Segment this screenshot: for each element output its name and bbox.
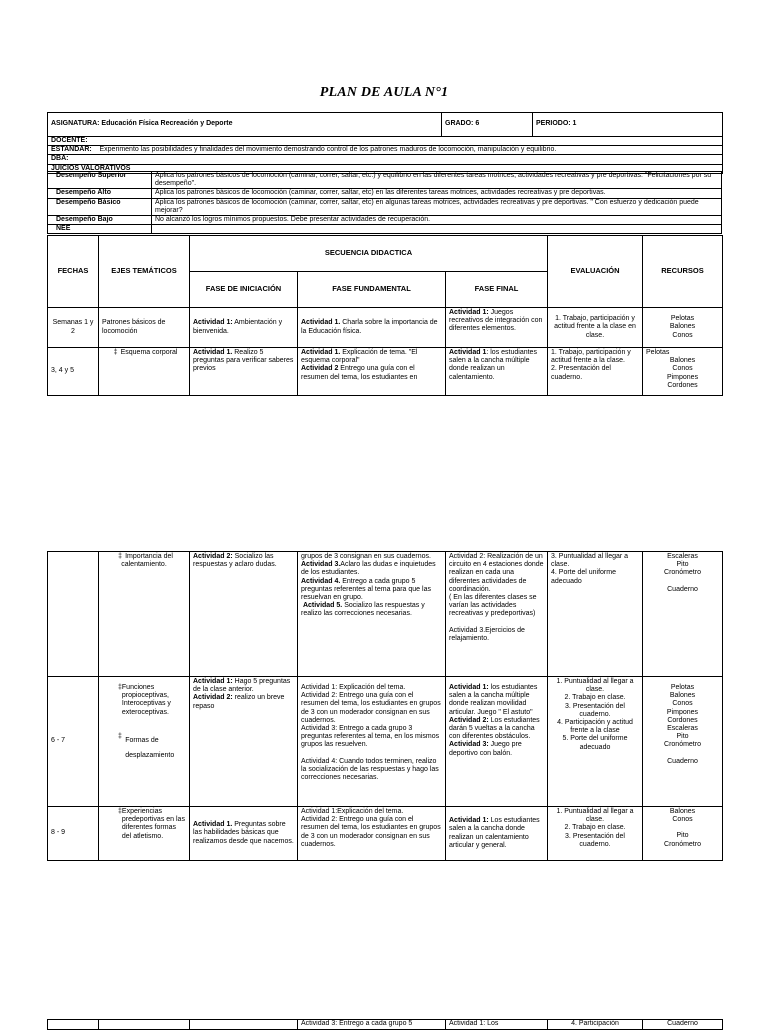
activity-text: Actividad 3: Entrego a cada grupo 3 preguntas referentes al tema, en los mismos grupos las resuelven. [301, 725, 440, 749]
table-row [48, 677, 723, 807]
recurso-item: Conos [672, 365, 693, 373]
bullet-icon: ‡ [118, 684, 122, 691]
activity-text: Actividad 4: Cuando todos terminen, realizo la socialización de las respuestas y hago las correcciones necesarias. [301, 757, 439, 782]
activity-text: Actividad 2: Entrego una guía con el resumen del tema, los estudiantes en grupos de 3 con un moderador consignan en sus cuadernos. [301, 692, 441, 724]
activity-text: Actividad 2: Realización de un circuito en 4 estaciones donde realizan en cada una diferentes actividades de coordinación. [449, 553, 544, 593]
desempeno-text: Aplica los patrones básicos de locomoción (caminar, correr, saltar, etc) en algunas tareas motrices, actividades recreativas y pre deportivas. " Con esfuerzo y dedicación puede mejorar? [152, 198, 722, 215]
activity-label: Actividad 4. [301, 577, 341, 585]
plan-table-cutoff [47, 1019, 723, 1030]
inicio-cell [190, 1020, 298, 1030]
desempeno-label: Desempeño Alto [48, 189, 152, 198]
fecha-cell: 8 - 9 [48, 807, 99, 861]
table-row [48, 308, 723, 348]
eje-cell [99, 807, 190, 861]
fundamental-cell [298, 552, 446, 677]
recurso-item: Pito [676, 561, 689, 569]
eval-item: 3. Puntualidad al llegar a clase. [551, 553, 629, 569]
eje-cell [99, 348, 190, 396]
activity-text: Socializo las respuestas y aclaro dudas. [193, 553, 277, 569]
table-row [48, 348, 723, 396]
bullet-icon: ‡ [118, 553, 123, 560]
inicio-cell [190, 348, 298, 396]
activity-text: Entrego a cada grupo 5 preguntas referentes al tema para que las resuelvan en grupo. [301, 577, 431, 602]
recursos-cell [643, 807, 723, 861]
final-cell [446, 807, 548, 861]
recurso-item: Balones [669, 323, 696, 331]
desempeno-label: NEE [48, 225, 152, 234]
recurso-item: Pito [676, 832, 689, 840]
activity-label: Actividad 5. [302, 602, 343, 610]
eje-text: Esquema corporal [120, 349, 178, 356]
periodo-cell: PERIODO: 1 [533, 113, 723, 137]
activity-text: Actividad 1: Explicación del tema. [301, 684, 406, 691]
recursos-cell: Cuaderno [643, 1020, 723, 1030]
table-row [48, 807, 723, 861]
desempeno-row [48, 225, 722, 234]
docente-cell: DOCENTE: [48, 137, 723, 146]
fecha-cell [48, 552, 99, 677]
header-ejes: EJES TEMÁTICOS [99, 236, 190, 308]
recursos-cell [643, 552, 723, 677]
evaluacion-cell: 4. Participación [548, 1020, 643, 1030]
activity-text: Los estudiantes salen a la cancha donde realizan un calentamiento articular y general. [449, 817, 540, 849]
recursos-cell [643, 348, 723, 396]
evaluacion-cell [548, 677, 643, 807]
eval-item: 3. Presentación del cuaderno. [565, 702, 625, 718]
recursos-cell [643, 677, 723, 807]
activity-text: Realizo 5 preguntas para verificar saberes previos [193, 349, 294, 373]
final-cell [446, 677, 548, 807]
eval-item: 2. Trabajo en clase. [564, 824, 626, 832]
recurso-item: Cordones [667, 716, 698, 724]
bullet-icon: ‡ [113, 349, 118, 356]
activity-label: Actividad 3: [449, 741, 489, 749]
header-fase-final: FASE FINAL [446, 272, 548, 308]
header-recursos: RECURSOS [643, 236, 723, 308]
estandar-cell [48, 146, 723, 155]
recurso-item: Conos [672, 816, 693, 824]
activity-text: Aclaro las dudas e inquietudes de los estudiantes. [301, 561, 436, 577]
inicio-cell [190, 677, 298, 807]
final-cell [446, 348, 548, 396]
fundamental-cell [298, 807, 446, 861]
page-title: PLAN DE AULA N°1 [319, 85, 449, 100]
activity-label: Actividad 1: [449, 309, 489, 316]
eje-text: Importancia del calentamiento. [121, 553, 173, 569]
eje-text: Funciones propioceptivas, Interoceptivas y exteroceptivas. [121, 684, 171, 716]
activity-text: : los estudiantes salen a la cancha múltiple donde realizan un calentamiento. [449, 349, 537, 381]
desempeno-text: No alcanzó los logros mínimos propuestos. Debe presentar actividades de recuperación. [152, 216, 722, 225]
desempeno-label: Desempeño Superior [48, 172, 152, 189]
eval-item: 2. Presentación del cuaderno. [551, 365, 611, 381]
recurso-item: Cronómetro [664, 741, 701, 749]
fecha-cell: 6 - 7 [48, 677, 99, 807]
eval-item: 3. Presentación del cuaderno. [565, 832, 625, 848]
final-cell [446, 308, 548, 348]
activity-label: Actividad 1. [193, 821, 233, 829]
recurso-item: Pimpones [666, 373, 699, 381]
eje-cell [99, 1020, 190, 1030]
desempeno-label: Desempeño Bajo [48, 216, 152, 225]
eje-cell: Patrones básicos de locomoción [99, 308, 190, 348]
eval-item: 2. Trabajo en clase. [564, 694, 626, 702]
fundamental-cell [298, 677, 446, 807]
eval-item: 4. Participación y actitud frente a la clase [557, 719, 633, 735]
eval-item: 1. Puntualidad al llegar a clase. [556, 808, 634, 824]
asignatura-cell: ASIGNATURA: Educación Física Recreación y Deporte [48, 113, 442, 137]
activity-text: Ambientación y bienvenida. [193, 319, 283, 335]
evaluacion-cell [548, 807, 643, 861]
recurso-item: Cuaderno [667, 585, 698, 593]
activity-text: Hago 5 preguntas de la clase anterior. [193, 678, 291, 694]
header-fechas: FECHAS [48, 236, 99, 308]
eval-item: 4. Porte del uniforme adecuado [551, 569, 616, 585]
activity-label: Actividad 1: [193, 678, 233, 685]
recurso-item: Pimpones [666, 708, 699, 716]
eje-cell [99, 677, 190, 807]
activity-text: Los estudiantes darán 5 vueltas a la cancha con diferentes obstáculos. [449, 716, 540, 741]
activity-label: Actividad 1. [301, 319, 341, 327]
activity-text: Charla sobre la importancia de la Educación física. [301, 319, 438, 335]
grado-cell: GRADO: 6 [442, 113, 533, 137]
fecha-cell [48, 1020, 99, 1030]
activity-text: Socializo las respuestas y realizo las correcciones necesarias. [301, 602, 425, 618]
activity-label: Actividad 2: [193, 694, 233, 702]
fundamental-cell: Actividad 3: Entrego a cada grupo 5 [298, 1020, 446, 1030]
activity-text: grupos de 3 consignan en sus cuadernos. [301, 553, 431, 560]
activity-label: Actividad 1: [449, 684, 489, 691]
eje-cell [99, 552, 190, 677]
recurso-item: Cuaderno [667, 757, 698, 765]
activity-text: Entrego una guía con el resumen del tema, los estudiantes en [301, 365, 418, 381]
recurso-item: Conos [672, 700, 693, 708]
eje-text: Formas de desplazamiento [125, 736, 175, 759]
header-secuencia: SECUENCIA DIDACTICA [190, 236, 548, 272]
table-row [48, 1020, 723, 1030]
fundamental-cell [298, 308, 446, 348]
inicio-cell [190, 308, 298, 348]
desempenos-table [47, 171, 722, 234]
evaluacion-cell [548, 552, 643, 677]
activity-label: Actividad 1: [193, 319, 233, 327]
activity-text: Actividad 3.Ejercicios de relajamiento. [449, 626, 525, 642]
activity-label: Actividad 2: [449, 716, 489, 724]
desempeno-row [48, 189, 722, 198]
recurso-item: Balones [669, 808, 696, 815]
activity-text: Juego pre deportivo con balón. [449, 741, 522, 757]
recurso-item: Balones [669, 692, 696, 700]
desempeno-label: Desempeño Básico [48, 198, 152, 215]
final-cell [446, 552, 548, 677]
activity-label: Actividad 1: [449, 817, 489, 825]
activity-label: Actividad 3. [301, 561, 341, 569]
activity-label: Actividad 1. [193, 349, 233, 356]
activity-text: ( En las diferentes clases se varían las actividades recreativas y predeportivas) [449, 594, 537, 618]
recurso-item: Pelotas [670, 684, 695, 691]
fecha-cell: Semanas 1 y 2 [48, 308, 99, 348]
recurso-item: Pelotas [646, 349, 670, 356]
desempeno-text: Aplica los patrones básicos de locomoción (caminar, correr, saltar, etc) en las diferentes tareas motrices, actividades recreativas y pre deportivas. [152, 189, 722, 198]
recurso-item: Pelotas [670, 315, 695, 323]
activity-text: realizo un breve repaso [193, 694, 285, 710]
recurso-item: Pito [676, 733, 689, 741]
estandar-label: ESTANDAR: [51, 146, 92, 154]
evaluacion-cell [548, 348, 643, 396]
inicio-cell [190, 552, 298, 677]
table-row [48, 552, 723, 677]
desempeno-text [152, 225, 722, 234]
activity-text: los estudiantes salen a la cancha múltiple donde realizan movilidad articular. Juego " El astuto" [449, 684, 538, 716]
activity-text: Preguntas sobre las habilidades básicas que realizamos desde que nacemos. [193, 821, 294, 845]
activity-text: Juegos recreativos de integración con diferentes elementos. [449, 309, 543, 333]
header-evaluacion: EVALUACIÓN [548, 236, 643, 308]
eval-item: 1. Trabajo, participación y actitud frente a la clase. [551, 349, 631, 365]
recurso-item: Conos [672, 331, 693, 339]
eval-item: 1. Puntualidad al llegar a clase. [556, 678, 634, 694]
desempeno-text: Aplica los patrones básicos de locomoción (caminar, correr, saltar, etc.) y equilibrio en las diferentes tareas motrices, actividades recreativas y pre deportivas. "Felicitaciones por su desempeño". [152, 172, 722, 189]
info-table [47, 112, 723, 174]
activity-label: Actividad 1 [449, 349, 487, 356]
header-fase-inicio: FASE DE INICIACIÓN [190, 272, 298, 308]
eval-item: 5. Porte del uniforme adecuado [562, 735, 628, 751]
recurso-item: Balones [669, 357, 696, 365]
desempeno-row [48, 216, 722, 225]
recurso-item: Escaleras [667, 725, 698, 733]
activity-text: Explicación de tema. "El esquema corporal" [301, 349, 418, 365]
fecha-cell: 3, 4 y 5 [48, 348, 99, 396]
eje-text: Experiencias predeportivas en las diferentes formas del atletismo. [121, 808, 185, 840]
desempeno-row [48, 172, 722, 189]
inicio-cell [190, 807, 298, 861]
activity-text: Actividad 2: Entrego una guía con el resumen del tema, los estudiantes en grupos de 3 con un moderador consignan en sus cuadernos. [301, 816, 441, 848]
bullet-icon: ‡ [118, 808, 122, 815]
desempeno-row [48, 198, 722, 215]
fundamental-cell [298, 348, 446, 396]
activity-label: Actividad 1. [301, 349, 341, 356]
recurso-item: Cronómetro [664, 840, 701, 848]
activity-text: Actividad 1:Explicación del tema. [301, 808, 404, 815]
header-fase-fundamental: FASE FUNDAMENTAL [298, 272, 446, 308]
recursos-cell [643, 308, 723, 348]
plan-table [47, 235, 723, 396]
evaluacion-cell: 1. Trabajo, participación y actitud frente a la clase en clase. [548, 308, 643, 348]
estandar-text: Experimento las posibilidades y finalidades del movimiento demostrando control de los patrones maduros de locomoción, manipulación y equilibrio. [99, 146, 557, 154]
final-cell: Actividad 1: Los [446, 1020, 548, 1030]
recurso-item: Escaleras [667, 553, 698, 560]
activity-label: Actividad 2 [301, 365, 339, 373]
recurso-item: Cordones [667, 381, 698, 389]
recurso-item: Cronómetro [664, 569, 701, 577]
juicios-cell: JUICIOS VALORATIVOS [48, 164, 723, 173]
dba-cell: DBA: [48, 155, 723, 164]
bullet-icon: ‡ [118, 732, 122, 740]
plan-table-continued [47, 551, 723, 861]
activity-label: Actividad 2: [193, 553, 233, 560]
